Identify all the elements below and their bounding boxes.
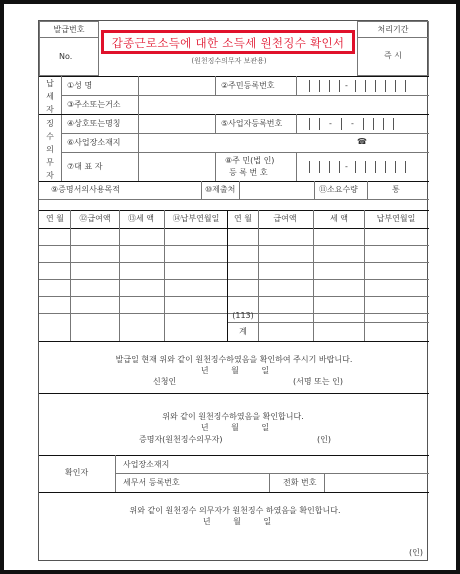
representative-label: ⑦대 표 자 [67,162,103,171]
final-date-line: 년 월 일 [202,517,272,526]
address-label: ③주소또는거소 [67,100,121,109]
submit-to-label: ⑩제출처 [205,185,236,194]
business-reg-no-label: ⑤사업자등록번호 [221,119,283,128]
corp-reg-no-label-line2: 등 록 번 호 [229,168,268,177]
col-payment-date: ⑭납부연월일 [172,214,220,223]
confirmer-label: 확인자 [65,468,89,477]
applicant-signature-note: (서명 또는 인) [293,377,343,386]
form-title: 갑종근로소득에 대한 소득세 원천징수 확인서 [111,36,345,50]
col-tax: ⑬세 액 [128,214,154,223]
taxpayer-section-label: 납세자 [46,79,54,114]
issue-no-label: 발급번호 [53,25,85,34]
corp-reg-no-label-line1: ⑧주 민(법 인) [225,156,275,165]
certifier-label: 증명자(원천징수의무자) [139,435,223,444]
processing-period-label: 처리기간 [377,25,409,34]
trade-name-label: ④상호또는명칭 [67,119,121,128]
col-salary-2: 급여액 [273,214,297,223]
confirmer-location-label: 사업장소재지 [123,460,170,469]
confirmer-tax-id-label: 세무서 등록번호 [123,478,180,487]
name-label: ①성 명 [67,81,93,90]
confirm-date-line: 년 월 일 [200,423,270,432]
confirmer-phone-label: 전화 번호 [283,478,317,487]
total-code: (113) [232,311,254,320]
processing-period-value: 즉 시 [384,51,402,60]
phone-icon: ☎ [357,137,367,146]
resident-no-label: ②주민등록번호 [221,81,275,90]
col-year-month-2: 연 월 [234,214,252,223]
confirm-statement: 위와 같이 원천징수하였음을 확인합니다. [162,412,304,421]
withholder-section-label: 징수의무자 [46,119,54,180]
request-date-line: 년 월 일 [200,366,270,375]
no-label: No. [59,52,73,61]
total-label: 계 [239,327,247,336]
withholding-certificate-form: 발급번호 No. 처리기간 즉 시 (원천징수의무자 보관용) 납세자 징수의무자 ①성 명 ②주민등록번호 - ③주소또는거소 ④상호또는명칭 ⑤사업자등록번호 - - ⑥사업장소재지 ☎ ⑦대 표 자 ⑧주 민(법 인) 등 록 번 호 - ⑨증명서의사용목적 ⑩제출처 ⑪소요수량 통 연 월 ⑫급여액 ⑬세 액 ⑭납부연월일 연 월 급여액 세 액 납부연월일 (113) 계 발급일 현재 위와 같이 원천징수하였음을 확인하여 주시기 바랍니다. 년 월 일 신청인 (서명 또는 인) 위와 같이 원천징수하였음을 확인합니다. 년 월 일 증명자(원천징수의무자) (인) 확인자 사업장소재지 세무서 등록번호 전화 번호 위와 같이 원천징수 의무자가 원천징수 하였음을 확인합니다. 년 월 일 (인) [38,20,428,561]
certifier-seal: (인) [317,435,331,444]
col-payment-date-2: 납부연월일 [376,214,416,223]
final-seal: (인) [409,548,423,557]
quantity-unit: 통 [392,185,400,194]
col-tax-2: 세 액 [330,214,348,223]
request-statement: 발급일 현재 위와 같이 원천징수하였음을 확인하여 주시기 바랍니다. [115,355,353,364]
business-location-label: ⑥사업장소재지 [67,138,121,147]
purpose-label: ⑨증명서의사용목적 [51,185,120,194]
applicant-label: 신청인 [153,377,177,386]
final-statement: 위와 같이 원천징수 의무자가 원천징수 하였음을 확인합니다. [129,506,341,515]
quantity-needed-label: ⑪소요수량 [319,185,358,194]
col-salary: ⑫급여액 [79,214,111,223]
col-year-month: 연 월 [46,214,64,223]
title-highlight [101,30,355,54]
form-subtitle: (원천징수의무자 보관용) [191,57,267,65]
